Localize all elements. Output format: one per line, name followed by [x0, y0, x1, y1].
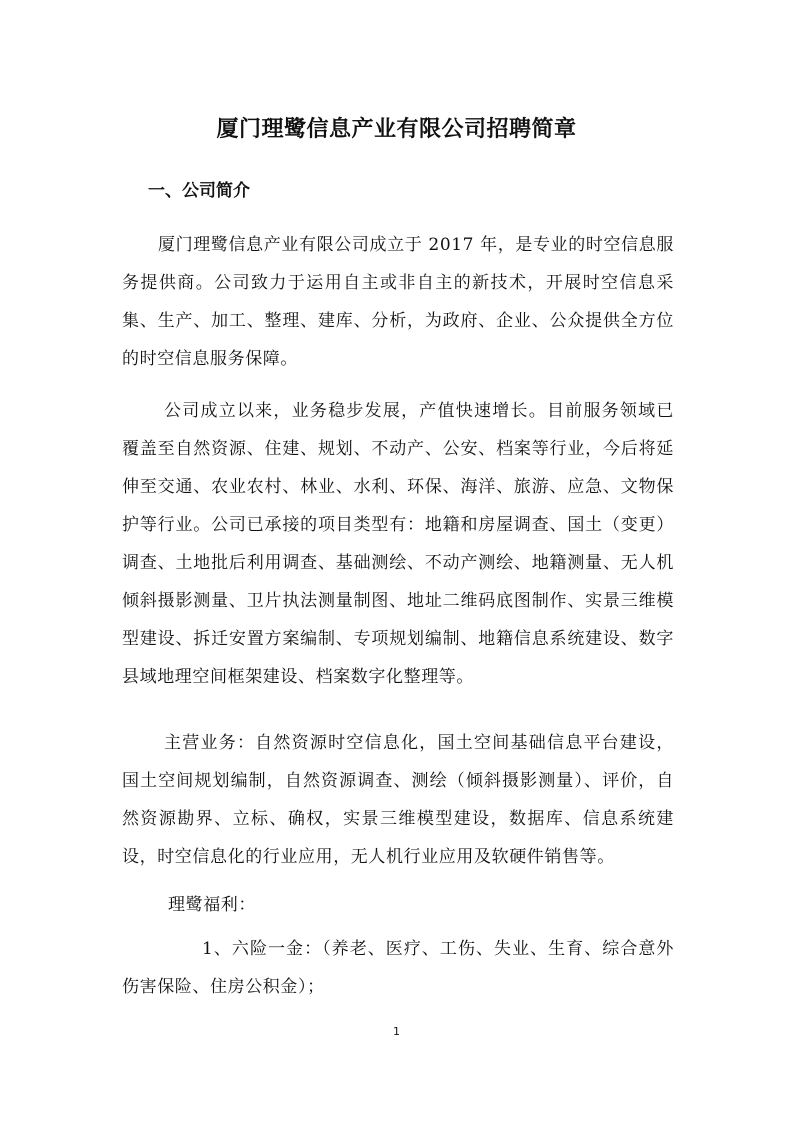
- welfare-list: [122, 930, 674, 1006]
- paragraph-main-business: 主营业务：自然资源时空信息化，国土空间基础信息平台建设，国土空间规划编制，自然资源调查、测绘（倾斜摄影测量）、评价，自然资源勘界、立标、确权，实景三维模型建设，数据库、信息系统建设，时空信息化的行业应用，无人机行业应用及软硬件销售等。: [122, 733, 674, 867]
- paragraph-company-overview: 厦门理鹭信息产业有限公司成立于 2017 年，是专业的时空信息服务提供商。公司致力于运用自主或非自主的新技术，开展时空信息采集、生产、加工、整理、建库、分析，为政府、企业、公众提供全方位的时空信息服务保障。: [122, 235, 674, 369]
- document-title: 厦门理鹭信息产业有限公司招聘简章: [216, 116, 577, 142]
- welfare-item: 1、六险一金：（养老、医疗、工伤、失业、生育、综合意外伤害保险、住房公积金）；: [122, 939, 674, 997]
- page-number: 1: [393, 1025, 400, 1038]
- section-heading-company-intro: 一、公司简介: [148, 181, 250, 201]
- welfare-label: 理鹭福利：: [168, 895, 256, 915]
- paragraph-business-scope: 公司成立以来，业务稳步发展，产值快速增长。目前服务领域已覆盖至自然资源、住建、规划、不动产、公安、档案等行业，今后将延伸至交通、农业农村、林业、水利、环保、海洋、旅游、应急、文物保护等行业。公司已承接的项目类型有：地籍和房屋调查、国土（变更）调查、土地批后利用调查、基础测绘、不动产测绘、地籍测量、无人机倾斜摄影测量、卫片执法测量制图、地址二维码底图制作、实景三维模型建设、拆迁安置方案编制、专项规划编制、地籍信息系统建设、数字县域地理空间框架建设、档案数字化整理等。: [122, 401, 674, 687]
